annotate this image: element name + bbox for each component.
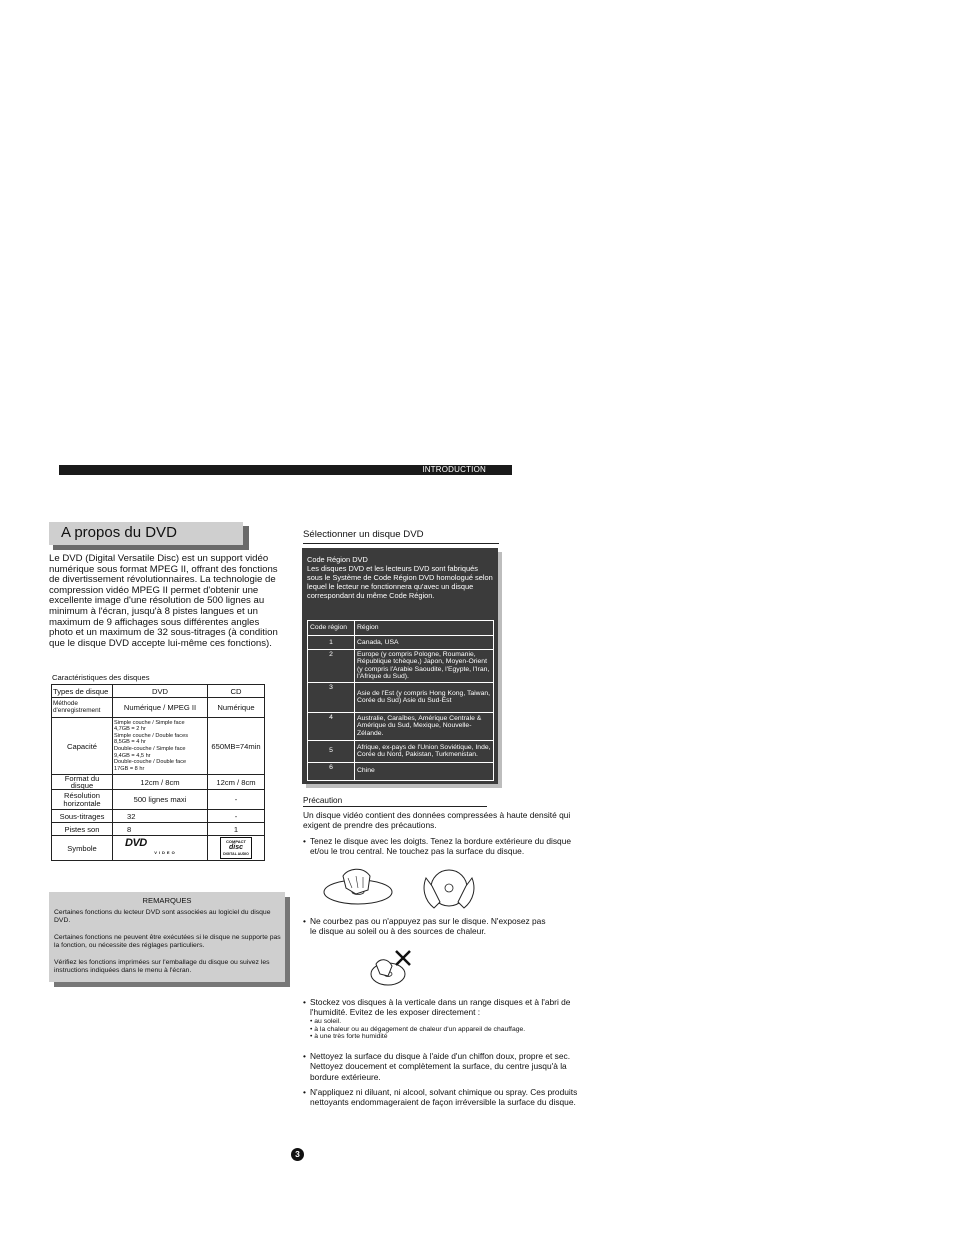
region-name: Australie, Caraïbes, Amérique Centrale & Amérique du Sud, Mexique, Nouvelle-Zélande.: [355, 712, 494, 740]
intro-paragraph: Le DVD (Digital Versatile Disc) est un support vidéo numérique sous format MPEG II, offrant des fonctions de divertissement révolutionnaires. La technologie de compression vidéo MPEG II permet d'obtenir une excellente image d'une résolution de 500 lignes au minimum à l'écran, jusqu'à 8 pistes langues et un maximum de 9 affichages sous différentes angles photo et un maximum de 32 sous-titrages (à condition que le disque DVD accepte lui-même ces fonctions).: [49, 553, 278, 649]
disc-specs-table: [51, 684, 265, 861]
cd-logo-cell: [208, 836, 265, 861]
remark-item: Certaines fonctions ne peuvent être exécutées si le disque ne supporte pas la fonction, ou nécessite des réglages particuliers.: [54, 934, 281, 950]
cd-logo-bottom: DIGITAL AUDIO: [223, 852, 249, 856]
precaution-bullet: [303, 1087, 585, 1108]
spec-label: Méthode d'enregistrement: [52, 698, 113, 718]
table-row: [52, 810, 265, 823]
header-bar: [59, 465, 512, 475]
disc-handling-illustration: [318, 868, 498, 910]
table-row: [52, 790, 265, 810]
table-row: [308, 636, 494, 650]
spec-dvd: Numérique / MPEG II: [113, 698, 208, 718]
spec-dvd: 500 lignes maxi: [113, 790, 208, 810]
spec-cd: 12cm / 8cm: [208, 775, 265, 790]
precaution-title: Précaution: [303, 796, 343, 805]
specs-header-dvd: DVD: [113, 685, 208, 698]
bullet-text: Nettoyez la surface du disque à l'aide d'un chiffon doux, propre et sec. Nettoyez doucement et complètement la surface, du centre jusqu'à la bordure extérieure.: [310, 1051, 571, 1082]
no-bend-illustration: [366, 948, 418, 988]
table-row: [308, 682, 494, 712]
capacity-line: Double-couche / Double face: [114, 759, 187, 766]
spec-cd: -: [208, 810, 265, 823]
dvd-logo-sub: VIDEO: [154, 850, 177, 855]
region-table: [307, 620, 494, 781]
precaution-bullet: [303, 997, 585, 1041]
remark-item: Vérifiez les fonctions imprimées sur l'emballage du disque ou suivez les instructions indiquées dans le menu à l'écran.: [54, 959, 270, 975]
bullet-text: Stockez vos disques à la verticale dans un range disques et à l'abri de l'humidité. Evitez de les exposer directement :: [310, 997, 571, 1018]
dvd-logo-cell: [113, 836, 208, 861]
remark-item: Certaines fonctions du lecteur DVD sont associées au logiciel du disque DVD.: [54, 909, 271, 925]
table-row: [308, 762, 494, 780]
section-title-box: [49, 522, 243, 545]
specs-header-label: Types de disque: [52, 685, 113, 698]
bullet-dot: •: [303, 1087, 306, 1097]
table-row: [308, 740, 494, 762]
divider: [303, 543, 499, 544]
spec-cd: -: [208, 790, 265, 810]
spec-dvd: 8: [113, 823, 208, 836]
dvd-logo-text: DVD: [125, 837, 147, 849]
region-code: 5: [308, 740, 355, 762]
precaution-intro: Un disque vidéo contient des données compressées à haute densité qui exigent de prendre des précautions.: [303, 810, 571, 830]
region-heading: Code Région DVD: [307, 555, 368, 564]
table-row: [308, 712, 494, 740]
precaution-bullet: [303, 1051, 585, 1082]
bullet-dot: •: [303, 916, 306, 926]
table-row: [52, 698, 265, 718]
capacity-line: Simple couche / Double faces: [114, 732, 189, 739]
table-row: [308, 621, 494, 636]
bullet-sub: • à une très forte humidité: [310, 1033, 388, 1041]
spec-label: Format du disque: [52, 775, 113, 790]
bullet-text: N'appliquez ni diluant, ni alcool, solvant chimique ou spray. Ces produits nettoyants endommageraient de façon irréversible la surface du disque.: [310, 1087, 578, 1108]
region-code: 2: [308, 650, 355, 683]
precaution-bullet: [303, 836, 585, 857]
spec-label: Capacité: [52, 718, 113, 775]
dvd-logo: [125, 837, 206, 858]
select-disc-title: Sélectionner un disque DVD: [303, 529, 424, 540]
table-row: [52, 718, 265, 775]
region-name: Asie de l'Est (y compris Hong Kong, Taiwan, Corée du Sud) Asie du Sud-Est: [355, 682, 494, 712]
bullet-dot: •: [303, 836, 306, 846]
table-row: [52, 823, 265, 836]
cd-logo-mid: disc: [228, 844, 243, 851]
spec-dvd: 12cm / 8cm: [113, 775, 208, 790]
bullet-dot: •: [303, 1051, 306, 1061]
spec-dvd-capacity: [113, 718, 208, 775]
bullet-sub: • à la chaleur ou au dégagement de chaleur d'un appareil de chauffage.: [310, 1025, 526, 1033]
capacity-line: 9,4GB = 4,5 hr: [114, 752, 151, 759]
region-name: Canada, USA: [355, 636, 494, 650]
spec-cd: Numérique: [208, 698, 265, 718]
bullet-sub: • au soleil.: [310, 1017, 342, 1025]
table-row: [52, 836, 265, 861]
remarks-box: [49, 892, 285, 982]
spec-label: Pistes son: [52, 823, 113, 836]
bullet-text: Ne courbez pas ou n'appuyez pas sur le disque. N'exposez pas le disque au soleil ou à des sources de chaleur.: [310, 916, 546, 937]
region-name: Chine: [355, 762, 494, 780]
capacity-line: 17GB = 8 hr: [114, 765, 145, 772]
capacity-line: 8,5GB = 4 hr: [114, 739, 146, 746]
region-description: Les disques DVD et les lecteurs DVD sont fabriqués sous le Système de Code Région DVD homologué selon lequel le lecteur ne fonctionnera qu'avec un disque correspondant du même Code Région.: [307, 564, 493, 600]
region-name: Afrique, ex-pays de l'Union Soviétique, Inde, Corée du Nord, Pakistan, Turkmenistan.: [355, 740, 494, 762]
region-code: 3: [308, 682, 355, 712]
spec-label: Symbole: [52, 836, 113, 861]
specs-caption: Caractéristiques des disques: [52, 673, 150, 682]
spec-cd: 1: [208, 823, 265, 836]
region-code: 1: [308, 636, 355, 650]
table-row: [52, 685, 265, 698]
region-code: 4: [308, 712, 355, 740]
region-name: Europe (y compris Pologne, Roumanie, République tchèque,) Japon, Moyen-Orient (y compris l'Arabie Saoudite, l'Egypte, l'Iran, l'Afrique du Sud).: [355, 650, 494, 683]
capacity-line: 4,7GB = 2 hr: [114, 726, 146, 733]
section-title: A propos du DVD: [61, 524, 177, 541]
page-number: 3: [291, 1148, 304, 1161]
remarks-title: REMARQUES: [142, 896, 192, 905]
cd-logo: [220, 837, 252, 859]
table-row: [52, 775, 265, 790]
table-row: [308, 650, 494, 683]
spec-label: Résolution horizontale: [52, 790, 113, 810]
region-header-code: Code région: [308, 621, 355, 636]
capacity-line: Double-couche / Simple face: [114, 746, 186, 752]
spec-cd: 650MB=74min: [208, 718, 265, 775]
region-code-box: [302, 548, 498, 784]
bullet-dot: •: [303, 997, 306, 1007]
header-label: INTRODUCTION: [422, 465, 486, 474]
region-code: 6: [308, 762, 355, 780]
cd-logo-top: COMPACT: [226, 839, 246, 844]
divider: [303, 806, 487, 807]
spec-dvd: 32: [113, 810, 208, 823]
bullet-text: Tenez le disque avec les doigts. Tenez la bordure extérieure du disque et/ou le trou central. Ne touchez pas la surface du disque.: [310, 836, 572, 857]
region-header-region: Région: [355, 621, 494, 636]
precaution-bullet: [303, 916, 585, 937]
spec-label: Sous-titrages: [52, 810, 113, 823]
capacity-line: Simple couche / Simple face: [114, 719, 185, 726]
specs-header-cd: CD: [208, 685, 265, 698]
